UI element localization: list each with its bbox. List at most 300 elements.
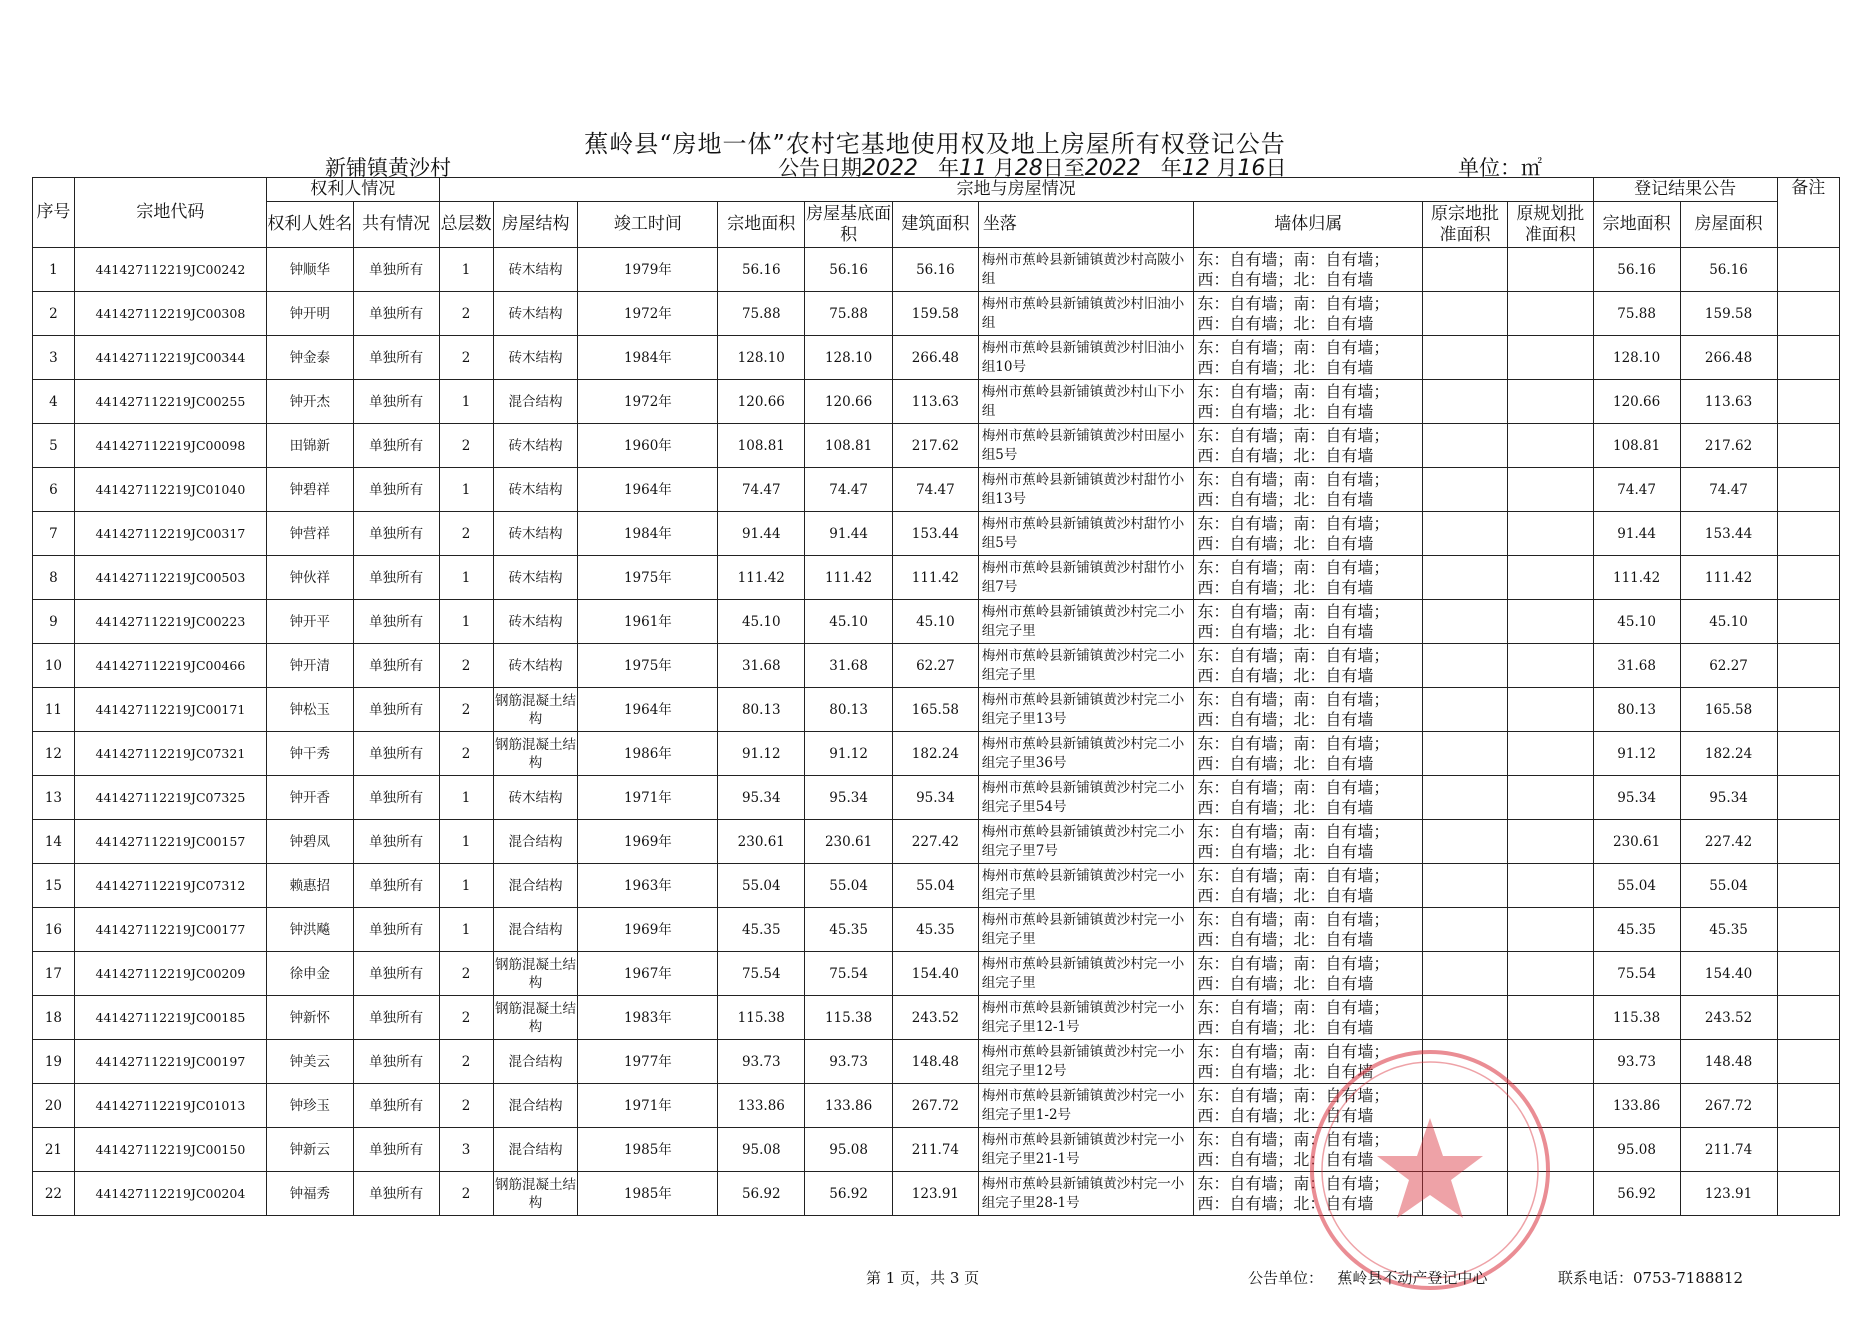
wall-line-1: 东：自有墙；南：自有墙； [1197,733,1390,753]
land-area-cell: 80.13 [718,688,805,732]
year-cell: 1969年 [578,908,718,952]
wall-line-1: 东：自有墙；南：自有墙； [1197,557,1390,577]
orig-land-cell [1423,952,1508,996]
structure-cell: 混合结构 [493,1128,578,1172]
seq-cell: 14 [33,820,75,864]
location-cell: 梅州市蕉岭县新铺镇黄沙村完一小组完子里 [978,908,1194,952]
land-area-cell: 91.12 [718,732,805,776]
result-house-cell: 165.58 [1680,688,1777,732]
result-land-cell: 91.12 [1593,732,1680,776]
base-area-cell: 128.10 [805,336,893,380]
wall-line-2: 西：自有墙；北：自有墙 [1197,401,1374,421]
build-area-cell: 267.72 [893,1084,979,1128]
remark-cell [1777,1084,1839,1128]
build-area-cell: 154.40 [893,952,979,996]
wall-cell [1194,908,1423,952]
remark-cell [1777,1128,1839,1172]
wall-line-2: 西：自有墙；北：自有墙 [1197,885,1374,905]
wall-cell [1194,952,1423,996]
date-label: 公告日期 [778,156,862,180]
table-row [33,996,1840,1040]
wall-cell [1194,512,1423,556]
orig-land-cell [1423,1172,1508,1216]
year-cell: 1963年 [578,864,718,908]
wall-cell [1194,688,1423,732]
page-title: 蕉岭县“房地一体”农村宅基地使用权及地上房屋所有权登记公告 [584,130,1286,158]
wall-line-2: 西：自有墙；北：自有墙 [1197,269,1374,289]
land-area-cell: 55.04 [718,864,805,908]
table-row [33,1084,1840,1128]
build-area-cell: 62.27 [893,644,979,688]
build-area-cell: 45.35 [893,908,979,952]
owner-name-cell: 钟美云 [266,1040,353,1084]
unit-label: 单位：㎡ [1458,156,1542,180]
result-house-cell: 211.74 [1680,1128,1777,1172]
share-cell: 单独所有 [353,644,439,688]
location-cell: 梅州市蕉岭县新铺镇黄沙村完一小组完子里21-1号 [978,1128,1194,1172]
owner-name-cell: 钟营祥 [266,512,353,556]
result-house-cell: 154.40 [1680,952,1777,996]
floors-cell: 2 [439,336,493,380]
year-cell: 1972年 [578,292,718,336]
wall-cell [1194,292,1423,336]
header-remark: 备注 [1777,178,1839,248]
year-cell: 1984年 [578,336,718,380]
remark-cell [1777,644,1839,688]
land-area-cell: 56.92 [718,1172,805,1216]
seq-cell: 19 [33,1040,75,1084]
wall-cell [1194,1084,1423,1128]
share-cell: 单独所有 [353,776,439,820]
result-land-cell: 108.81 [1593,424,1680,468]
location-cell: 梅州市蕉岭县新铺镇黄沙村完一小组完子里12-1号 [978,996,1194,1040]
seq-cell: 5 [33,424,75,468]
table-row [33,820,1840,864]
base-area-cell: 80.13 [805,688,893,732]
wall-cell [1194,380,1423,424]
land-area-cell: 91.44 [718,512,805,556]
result-house-cell: 55.04 [1680,864,1777,908]
structure-cell: 钢筋混凝土结构 [493,996,578,1040]
build-area-cell: 165.58 [893,688,979,732]
orig-plan-cell [1507,776,1593,820]
land-area-cell: 95.34 [718,776,805,820]
orig-plan-cell [1507,556,1593,600]
location-cell: 梅州市蕉岭县新铺镇黄沙村甜竹小组5号 [978,512,1194,556]
header-orig-plan: 原规划批准面积 [1507,202,1593,248]
structure-cell: 砖木结构 [493,292,578,336]
base-area-cell: 45.35 [805,908,893,952]
wall-line-1: 东：自有墙；南：自有墙； [1197,997,1390,1017]
table-row [33,1128,1840,1172]
structure-cell: 砖木结构 [493,644,578,688]
result-land-cell: 75.88 [1593,292,1680,336]
structure-cell: 混合结构 [493,1084,578,1128]
location-cell: 梅州市蕉岭县新铺镇黄沙村完二小组完子里54号 [978,776,1194,820]
owner-name-cell: 钟碧凤 [266,820,353,864]
remark-cell [1777,380,1839,424]
build-area-cell: 123.91 [893,1172,979,1216]
build-area-cell: 74.47 [893,468,979,512]
code-cell: 441427112219JC00223 [74,600,266,644]
orig-land-cell [1423,996,1508,1040]
remark-cell [1777,512,1839,556]
day-suffix-1: 日至 [1042,156,1085,180]
year-suffix-2: 年 [1160,156,1182,180]
result-house-cell: 62.27 [1680,644,1777,688]
wall-cell [1194,864,1423,908]
page-indicator: 第 1 页，共 3 页 [866,1269,980,1287]
orig-land-cell [1423,512,1508,556]
structure-cell: 砖木结构 [493,424,578,468]
location-cell: 梅州市蕉岭县新铺镇黄沙村完二小组完子里7号 [978,820,1194,864]
orig-plan-cell [1507,996,1593,1040]
result-house-cell: 123.91 [1680,1172,1777,1216]
table-row [33,468,1840,512]
code-cell: 441427112219JC00317 [74,512,266,556]
land-area-cell: 45.35 [718,908,805,952]
code-cell: 441427112219JC00204 [74,1172,266,1216]
table-row [33,908,1840,952]
owner-name-cell: 钟开香 [266,776,353,820]
contact-phone: 联系电话：0753-7188812 [1558,1269,1744,1287]
floors-cell: 2 [439,292,493,336]
wall-line-1: 东：自有墙；南：自有墙； [1197,249,1390,269]
orig-land-cell [1423,424,1508,468]
floors-cell: 1 [439,820,493,864]
table-row [33,424,1840,468]
share-cell: 单独所有 [353,600,439,644]
table-row [33,952,1840,996]
base-area-cell: 120.66 [805,380,893,424]
end-day: 16 [1237,156,1266,181]
table-row [33,600,1840,644]
floors-cell: 1 [439,468,493,512]
floors-cell: 1 [439,908,493,952]
result-house-cell: 243.52 [1680,996,1777,1040]
header-orig-land: 原宗地批准面积 [1423,202,1508,248]
wall-line-1: 东：自有墙；南：自有墙； [1197,909,1390,929]
start-year: 2022 [862,156,918,181]
code-cell: 441427112219JC00185 [74,996,266,1040]
floors-cell: 2 [439,644,493,688]
remark-cell [1777,292,1839,336]
orig-plan-cell [1507,908,1593,952]
owner-name-cell: 钟新云 [266,1128,353,1172]
land-area-cell: 115.38 [718,996,805,1040]
orig-plan-cell [1507,732,1593,776]
code-cell: 441427112219JC00150 [74,1128,266,1172]
share-cell: 单独所有 [353,556,439,600]
wall-cell [1194,776,1423,820]
year-cell: 1975年 [578,644,718,688]
result-house-cell: 111.42 [1680,556,1777,600]
code-cell: 441427112219JC01013 [74,1084,266,1128]
orig-plan-cell [1507,952,1593,996]
structure-cell: 混合结构 [493,864,578,908]
result-land-cell: 56.92 [1593,1172,1680,1216]
table-row [33,1040,1840,1084]
wall-line-1: 东：自有墙；南：自有墙； [1197,425,1390,445]
seq-cell: 18 [33,996,75,1040]
result-land-cell: 93.73 [1593,1040,1680,1084]
result-land-cell: 120.66 [1593,380,1680,424]
floors-cell: 2 [439,424,493,468]
wall-cell [1194,248,1423,292]
orig-plan-cell [1507,512,1593,556]
floors-cell: 2 [439,1172,493,1216]
base-area-cell: 108.81 [805,424,893,468]
land-area-cell: 133.86 [718,1084,805,1128]
wall-line-2: 西：自有墙；北：自有墙 [1197,841,1374,861]
floors-cell: 2 [439,732,493,776]
year-cell: 1986年 [578,732,718,776]
location-cell: 梅州市蕉岭县新铺镇黄沙村完二小组完子里 [978,644,1194,688]
base-area-cell: 74.47 [805,468,893,512]
land-area-cell: 56.16 [718,248,805,292]
result-land-cell: 80.13 [1593,688,1680,732]
seq-cell: 6 [33,468,75,512]
wall-line-2: 西：自有墙；北：自有墙 [1197,709,1374,729]
wall-line-2: 西：自有墙；北：自有墙 [1197,577,1374,597]
year-cell: 1969年 [578,820,718,864]
year-cell: 1964年 [578,468,718,512]
location-cell: 梅州市蕉岭县新铺镇黄沙村田屋小组5号 [978,424,1194,468]
owner-name-cell: 钟珍玉 [266,1084,353,1128]
unit-label-text: 公告单位： [1248,1269,1324,1287]
code-cell: 441427112219JC00503 [74,556,266,600]
result-house-cell: 45.10 [1680,600,1777,644]
code-cell: 441427112219JC07312 [74,864,266,908]
wall-cell [1194,644,1423,688]
structure-cell: 砖木结构 [493,600,578,644]
build-area-cell: 153.44 [893,512,979,556]
header-wall: 墙体归属 [1194,202,1423,248]
wall-line-1: 东：自有墙；南：自有墙； [1197,777,1390,797]
orig-land-cell [1423,600,1508,644]
orig-plan-cell [1507,336,1593,380]
year-suffix-1: 年 [938,156,960,180]
remark-cell [1777,468,1839,512]
result-land-cell: 128.10 [1593,336,1680,380]
remark-cell [1777,556,1839,600]
result-land-cell: 45.10 [1593,600,1680,644]
base-area-cell: 91.44 [805,512,893,556]
wall-line-1: 东：自有墙；南：自有墙； [1197,953,1390,973]
wall-line-2: 西：自有墙；北：自有墙 [1197,1105,1374,1125]
wall-line-1: 东：自有墙；南：自有墙； [1197,689,1390,709]
remark-cell [1777,336,1839,380]
result-land-cell: 75.54 [1593,952,1680,996]
owner-name-cell: 钟开明 [266,292,353,336]
base-area-cell: 111.42 [805,556,893,600]
share-cell: 单独所有 [353,380,439,424]
owner-name-cell: 钟新怀 [266,996,353,1040]
year-cell: 1975年 [578,556,718,600]
floors-cell: 2 [439,996,493,1040]
wall-cell [1194,996,1423,1040]
month-suffix-1: 月 [993,156,1015,180]
year-cell: 1984年 [578,512,718,556]
location-cell: 梅州市蕉岭县新铺镇黄沙村甜竹小组13号 [978,468,1194,512]
month-suffix-2: 月 [1216,156,1238,180]
header-build-area: 建筑面积 [893,202,979,248]
remark-cell [1777,248,1839,292]
wall-cell [1194,820,1423,864]
wall-line-1: 东：自有墙；南：自有墙； [1197,337,1390,357]
orig-plan-cell [1507,688,1593,732]
seq-cell: 4 [33,380,75,424]
base-area-cell: 115.38 [805,996,893,1040]
orig-land-cell [1423,864,1508,908]
floors-cell: 3 [439,1128,493,1172]
wall-cell [1194,424,1423,468]
seq-cell: 16 [33,908,75,952]
code-cell: 441427112219JC00242 [74,248,266,292]
owner-name-cell: 徐申金 [266,952,353,996]
result-land-cell: 95.08 [1593,1128,1680,1172]
orig-plan-cell [1507,424,1593,468]
floors-cell: 1 [439,380,493,424]
wall-line-1: 东：自有墙；南：自有墙； [1197,513,1390,533]
seq-cell: 3 [33,336,75,380]
result-house-cell: 267.72 [1680,1084,1777,1128]
seq-cell: 15 [33,864,75,908]
base-area-cell: 56.16 [805,248,893,292]
header-floors: 总层数 [439,202,493,248]
wall-line-1: 东：自有墙；南：自有墙； [1197,293,1390,313]
wall-line-1: 东：自有墙；南：自有墙； [1197,469,1390,489]
orig-land-cell [1423,908,1508,952]
result-house-cell: 95.34 [1680,776,1777,820]
table-row [33,248,1840,292]
code-cell: 441427112219JC00171 [74,688,266,732]
location-cell: 梅州市蕉岭县新铺镇黄沙村完一小组完子里12号 [978,1040,1194,1084]
structure-cell: 混合结构 [493,1040,578,1084]
land-area-cell: 111.42 [718,556,805,600]
header-share: 共有情况 [353,202,439,248]
share-cell: 单独所有 [353,512,439,556]
base-area-cell: 55.04 [805,864,893,908]
year-cell: 1985年 [578,1172,718,1216]
structure-cell: 砖木结构 [493,336,578,380]
build-area-cell: 266.48 [893,336,979,380]
wall-line-2: 西：自有墙；北：自有墙 [1197,753,1374,773]
table-row [33,732,1840,776]
wall-line-2: 西：自有墙；北：自有墙 [1197,797,1374,817]
wall-line-1: 东：自有墙；南：自有墙； [1197,645,1390,665]
table-row [33,864,1840,908]
share-cell: 单独所有 [353,952,439,996]
result-land-cell: 74.47 [1593,468,1680,512]
result-land-cell: 115.38 [1593,996,1680,1040]
seq-cell: 17 [33,952,75,996]
result-house-cell: 217.62 [1680,424,1777,468]
wall-line-2: 西：自有墙；北：自有墙 [1197,1193,1374,1213]
land-area-cell: 108.81 [718,424,805,468]
wall-line-1: 东：自有墙；南：自有墙； [1197,1085,1390,1105]
table-row [33,644,1840,688]
result-house-cell: 153.44 [1680,512,1777,556]
header-res-house: 房屋面积 [1680,202,1777,248]
table-row [33,1172,1840,1216]
build-area-cell: 45.10 [893,600,979,644]
year-cell: 1961年 [578,600,718,644]
wall-cell [1194,336,1423,380]
land-area-cell: 230.61 [718,820,805,864]
structure-cell: 混合结构 [493,820,578,864]
land-area-cell: 75.88 [718,292,805,336]
village-name: 新铺镇黄沙村 [325,156,451,180]
owner-name-cell: 赖惠招 [266,864,353,908]
wall-line-2: 西：自有墙；北：自有墙 [1197,621,1374,641]
year-cell: 1979年 [578,248,718,292]
orig-land-cell [1423,732,1508,776]
floors-cell: 2 [439,1084,493,1128]
location-cell: 梅州市蕉岭县新铺镇黄沙村完一小组完子里1-2号 [978,1084,1194,1128]
header-location: 坐落 [978,202,1194,248]
year-cell: 1985年 [578,1128,718,1172]
result-house-cell: 45.35 [1680,908,1777,952]
unit-name-text: 蕉岭县不动产登记中心 [1337,1269,1488,1287]
table-row [33,776,1840,820]
location-cell: 梅州市蕉岭县新铺镇黄沙村完二小组完子里 [978,600,1194,644]
owner-name-cell: 钟顺华 [266,248,353,292]
location-cell: 梅州市蕉岭县新铺镇黄沙村高陂小组 [978,248,1194,292]
seq-cell: 8 [33,556,75,600]
base-area-cell: 95.08 [805,1128,893,1172]
header-result-group: 登记结果公告 [1593,178,1777,202]
remark-cell [1777,1040,1839,1084]
orig-land-cell [1423,688,1508,732]
floors-cell: 2 [439,1040,493,1084]
wall-line-2: 西：自有墙；北：自有墙 [1197,929,1374,949]
result-land-cell: 31.68 [1593,644,1680,688]
build-area-cell: 217.62 [893,424,979,468]
base-area-cell: 133.86 [805,1084,893,1128]
land-area-cell: 75.54 [718,952,805,996]
remark-cell [1777,600,1839,644]
share-cell: 单独所有 [353,336,439,380]
floors-cell: 1 [439,248,493,292]
owner-name-cell: 钟开清 [266,644,353,688]
remark-cell [1777,1172,1839,1216]
remark-cell [1777,996,1839,1040]
result-land-cell: 45.35 [1593,908,1680,952]
structure-cell: 钢筋混凝土结构 [493,1172,578,1216]
floors-cell: 2 [439,512,493,556]
wall-cell [1194,1128,1423,1172]
owner-name-cell: 钟洪飚 [266,908,353,952]
code-cell: 441427112219JC00098 [74,424,266,468]
base-area-cell: 230.61 [805,820,893,864]
result-land-cell: 111.42 [1593,556,1680,600]
registration-table [32,177,1840,1216]
table-row [33,512,1840,556]
floors-cell: 1 [439,600,493,644]
orig-plan-cell [1507,820,1593,864]
floors-cell: 2 [439,688,493,732]
code-cell: 441427112219JC00255 [74,380,266,424]
location-cell: 梅州市蕉岭县新铺镇黄沙村完一小组完子里 [978,952,1194,996]
orig-plan-cell [1507,864,1593,908]
remark-cell [1777,424,1839,468]
orig-plan-cell [1507,644,1593,688]
seq-cell: 21 [33,1128,75,1172]
wall-line-1: 东：自有墙；南：自有墙； [1197,601,1390,621]
land-area-cell: 31.68 [718,644,805,688]
orig-land-cell [1423,1084,1508,1128]
